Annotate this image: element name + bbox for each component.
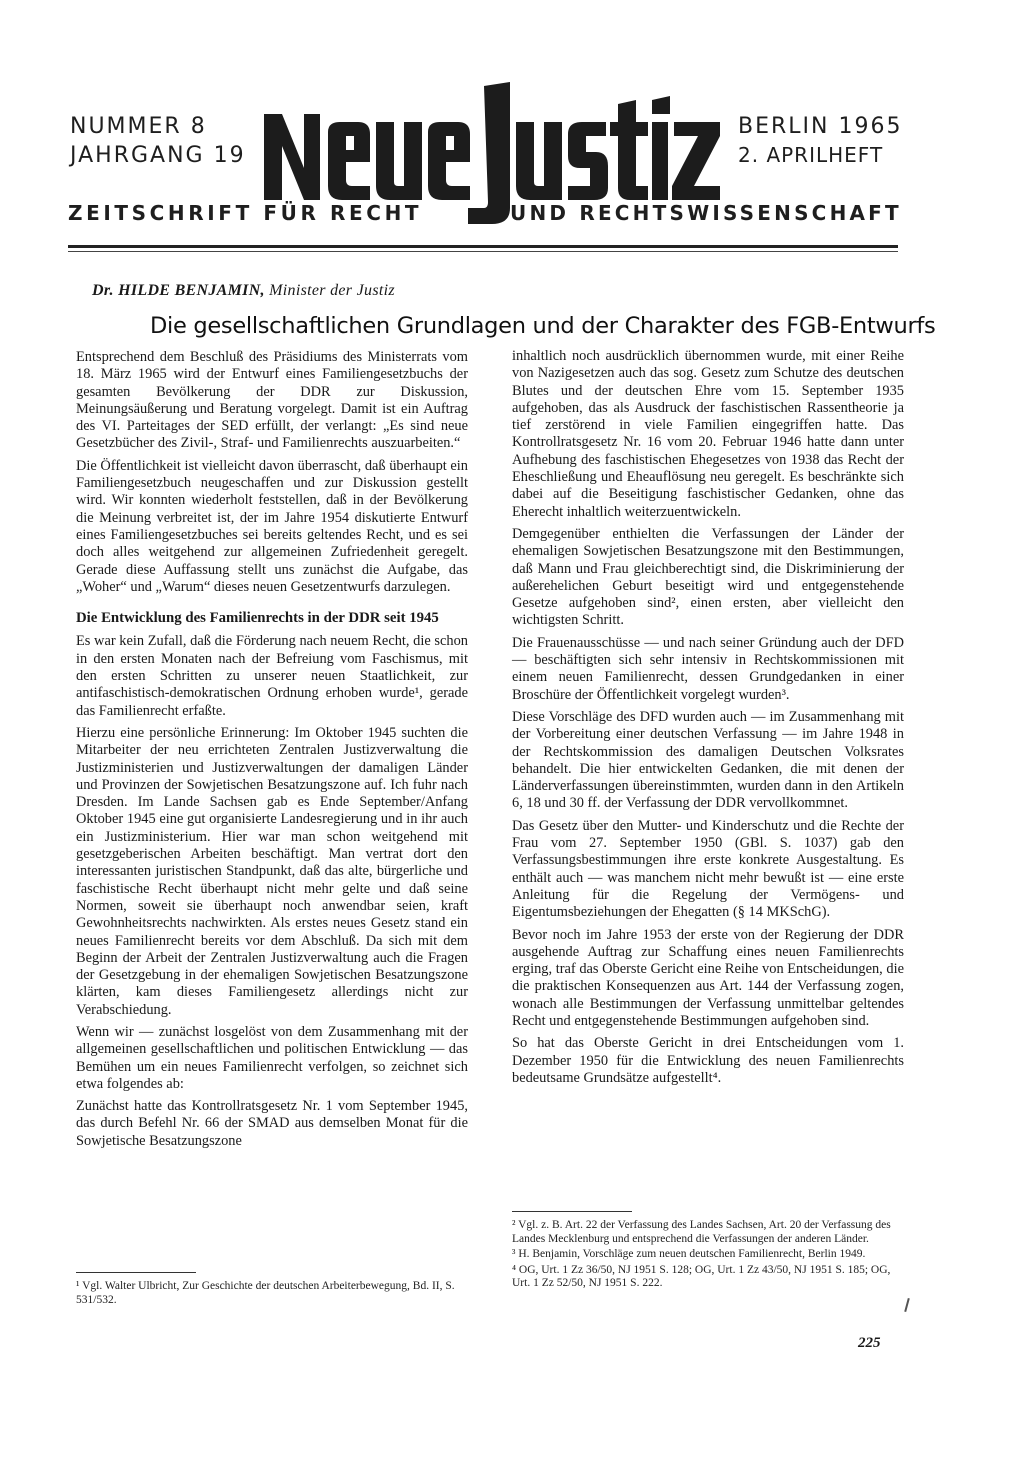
issue-number: NUMMER 8 [70,114,207,139]
paragraph: Die Öffentlichkeit ist vielleicht davon überrascht, daß überhaupt ein Familiengesetzbuch neugeschaffen und zur Diskussion gestellt wird. Wir konnten wiederholt feststellen, daß in der Bevölkerung die Meinung verbreitet ist, der im Jahre 1954 diskutierte Entwurf eines Familiengesetzbuches sei bereits geltendes Recht, und es sei doch alles weitgehend zur allgemeinen Zufriedenheit geregelt. Gerade diese Auffassung stellt uns zunächst die Aufgabe, das „Woher“ und „Warum“ dieses neuen Gesetzentwurfs darzulegen. [76,457,468,595]
paragraph: Die Frauenausschüsse — und nach seiner Gründung auch der DFD — beschäftigten sich sehr intensiv in Rechtskommissionen mit einem neuen Familienrecht, dessen Grundgedanken in einer Broschüre der Öffentlichkeit vorgelegt wurden³. [512,634,904,703]
section-heading: Die Entwicklung des Familienrechts in der DDR seit 1945 [76,610,439,627]
paragraph: Es war kein Zufall, daß die Förderung nach neuem Recht, die schon in den ersten Monaten nach der Befreiung vom Faschismus, mit den ersten Schritten zu unserer neuen Staatlichkeit, zur antifaschistisch-demokratischen Ordnung erhoben wurde¹, gerade das Familienrecht erfaßte. [76,633,468,719]
paragraph: Das Gesetz über den Mutter- und Kinderschutz und die Rechte der Frau vom 27. September 1950 (GBl. S. 1037) gab den Verfassungsbestimmungen ihre erste konkrete Ausgestaltung. Es enthält auch — was manchem nicht mehr bewußt ist — eine erste Anleitung für die Regelung der Vermögens- und Eigentumsbeziehungen der Ehegatten (§ 14 MKSchG). [512,817,904,921]
masthead-rule-thin [68,251,898,252]
author-title: Minister der Justiz [269,282,395,299]
author-name: Dr. HILDE BENJAMIN, [92,282,265,299]
footnote: ⁴ OG, Urt. 1 Zz 36/50, NJ 1951 S. 128; OG, Urt. 1 Zz 43/50, NJ 1951 S. 185; OG, Urt. 1 Zz 52/50, NJ 1951 S. 222. [512,1263,891,1289]
footnote: ¹ Vgl. Walter Ulbricht, Zur Geschichte der deutschen Arbeiterbewegung, Bd. II, S. 531/532. [76,1280,455,1306]
paragraph: inhaltlich noch ausdrücklich übernommen wurde, mit einer Reihe von Nazigesetzen auch das sog. Gesetz zum Schutze des deutschen Blutes und der deutschen Ehre vom 15. September 1935 aufgehoben, das als Ausdruck der faschistischen Rassentheorie ja tief zerstörend in viele Familien eingegriffen hatte. Das Kontrollratsgesetz Nr. 16 vom 20. Februar 1946 hatte dann unter Aufhebung des faschistischen Ehegesetzes von 1938 das Recht der Eheschließung und Eheauflösung neu geregelt. Es beschränkte sich dabei auf die Beseitigung faschistischer Gedanken, ohne das Eherecht inhaltlich weiterzuentwickeln. [512,348,904,520]
paragraph: Diese Vorschläge des DFD wurden auch — im Zusammenhang mit der Vorbereitung einer deutschen Verfassung — im Jahre 1948 in der Rechtskommission des damaligen Deutschen Volksrates behandelt. Die hier entwickelten Gedanken, die mit denen der Länderverfassungen übereinstimmten, wurden dann in den Artikeln 6, 18 und 30 ff. der Verfassung der DDR vervollkommnet. [512,708,904,812]
paragraph: Bevor noch im Jahre 1953 der erste von der Regierung der DDR ausgehende Auftrag zur Schaffung eines neuen Familienrechts erging, traf das Oberste Gericht eine Reihe von Entscheidungen, die die praktischen Konsequenzen aus Art. 144 der Verfassung zogen, wonach alle Bestimmungen der Verfassung unmittelbar geltendes Recht und entgegenstehende Bestimmungen aufgehoben sind. [512,926,904,1029]
article-headline: Die gesellschaftlichen Grundlagen und der Charakter des FGB-Entwurfs [150,313,936,339]
footnotes-right [512,1219,902,1293]
issue-info-left [70,112,260,170]
text-column-left [76,349,468,1155]
place-year: BERLIN 1965 [738,114,903,139]
subtitle-right: UND RECHTSWISSENSCHAFT [510,201,902,225]
volume-label: JAHRGANG 19 [70,143,246,168]
issue-info-right [738,112,938,170]
paragraph: Entsprechend dem Beschluß des Präsidiums des Ministerrats vom 18. März 1965 wird der Entwurf eines Familiengesetzbuchs der gesamten Bevölkerung der DDR zur Diskussion, Meinungsäußerung und Beratung vorgelegt. Damit ist ein Auftrag des VI. Parteitages der SED erfüllt, der verlangt: „Es sind neue Gesetzbücher des Zivil-, Straf- und Familienrechts auszuarbeiten.“ [76,349,468,452]
footnote: ³ H. Benjamin, Vorschläge zum neuen deutschen Familienrecht, Berlin 1949. [512,1248,866,1260]
footnote: ² Vgl. z. B. Art. 22 der Verfassung des Landes Sachsen, Art. 20 der Verfassung des Landes Mecklenburg und entsprechend die Verfassungen der anderen Länder. [512,1219,891,1245]
footnotes-left [76,1280,468,1309]
issue-part: 2. APRILHEFT [738,143,884,167]
article-author [92,282,395,300]
footnote-divider [512,1211,632,1212]
paragraph: So hat das Oberste Gericht in drei Entscheidungen vom 1. Dezember 1950 für die Entwicklung des neuen Familienrechts bedeutsame Grundsätze aufgestellt⁴. [512,1035,904,1086]
subtitle-left: ZEITSCHRIFT FÜR RECHT [68,201,423,225]
footnote-divider [76,1272,196,1273]
paragraph: Wenn wir — zunächst losgelöst von dem Zusammenhang mit der allgemeinen gesellschaftlichen und politischen Entwicklung — das Bemühen um ein neues Familienrecht verfolgen, so zeichnet sich etwa folgendes ab: [76,1023,468,1092]
paragraph: Hierzu eine persönliche Erinnerung: Im Oktober 1945 suchten die Mitarbeiter der neu errichteten Zentralen Justizverwaltung die Justizministerien und Justizverwaltungen der damaligen Länder und Provinzen der Sowjetischen Besatzungszone auf. Ich fuhr nach Dresden. Im Lande Sachsen gab es Ende September/Anfang Oktober 1945 eine gut organisierte Landesregierung und in ihr auch ein Justizministerium. Hier war man schon weitgehend mit gesetzgeberischen Arbeiten beschäftigt. Man vertrat dort den interessanten juristischen Standpunkt, daß das alte, bürgerliche und faschistische Recht überhaupt nicht mehr gelte und daß seine Normen, soweit sie überhaupt noch anwendbar seien, kraft Gewohnheitsrechts nachwirkten. Als erstes neues Gesetz stand ein neues Familienrecht bereits vor dem Abschluß. Da sich mit dem Beginn der Arbeit der Zentralen Justizverwaltung auch die Fragen der Gesetzgebung in der ehemaligen Sowjetischen Besatzungszone klärten, kam dieses Familiengesetz allerdings nicht zur Verabschiedung. [76,724,468,1018]
text-column-right [512,348,904,1092]
paragraph: Zunächst hatte das Kontrollratsgesetz Nr. 1 vom September 1945, das durch Befehl Nr. 66 der SMAD aus demselben Monat für die Sowjetische Besatzungszone [76,1098,468,1149]
masthead-rule-thick [68,245,898,248]
paragraph: Demgegenüber enthielten die Verfassungen der Länder der ehemaligen Sowjetischen Besatzungszone mit den Bestimmungen, daß Mann und Frau gleichberechtigt sind, die Diskriminierung der außerehelichen Geburt beseitigt wird und entgegenstehende Gesetze aufgehoben sind², einen ersten, aber vielleicht den wichtigsten Schritt. [512,525,904,629]
pencil-mark [904,1298,910,1312]
page-number: 225 [858,1335,881,1351]
